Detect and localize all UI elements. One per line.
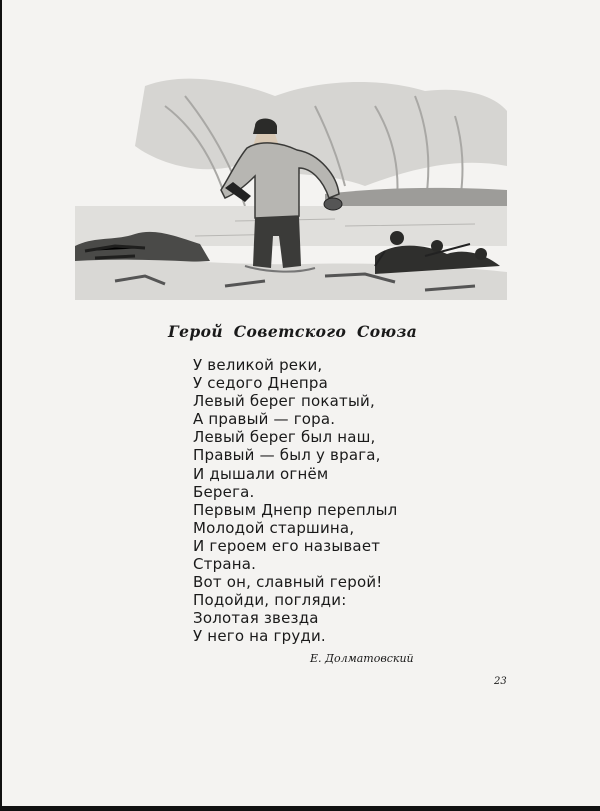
poem-line: У великой реки, <box>193 356 323 374</box>
poem-author: Е. Долматовский <box>310 652 414 665</box>
poem-line: У него на груди. <box>193 627 326 646</box>
poem-line: Левый берег был наш, <box>193 428 376 447</box>
poem-line: У седого Днепра <box>193 374 329 393</box>
poem-line: А правый — гора. <box>193 410 336 429</box>
page-edge-left <box>0 0 2 811</box>
poem-line: И дышали огнём <box>193 464 329 483</box>
illustration <box>75 76 507 300</box>
poem-line: Подойди, погляди: <box>193 591 347 610</box>
poem-title: Герой Советского Союза <box>168 322 418 341</box>
poem-line: Вот он, славный герой! <box>193 573 383 592</box>
page-number: 23 <box>494 676 507 687</box>
poem-line: Берега. <box>193 482 255 501</box>
poem-line: Молодой старшина, <box>193 518 355 537</box>
poem-line: Левый берег покатый, <box>193 392 375 411</box>
page-edge-bottom <box>0 806 600 811</box>
poem-line: Правый — был у врага, <box>193 446 381 465</box>
poem-line: Страна. <box>193 555 257 574</box>
poem-line: И героем его называет <box>193 536 381 555</box>
poem-body <box>193 356 433 646</box>
poem-line: Первым Днепр переплыл <box>193 500 398 519</box>
poem-line: Золотая звезда <box>193 609 319 628</box>
